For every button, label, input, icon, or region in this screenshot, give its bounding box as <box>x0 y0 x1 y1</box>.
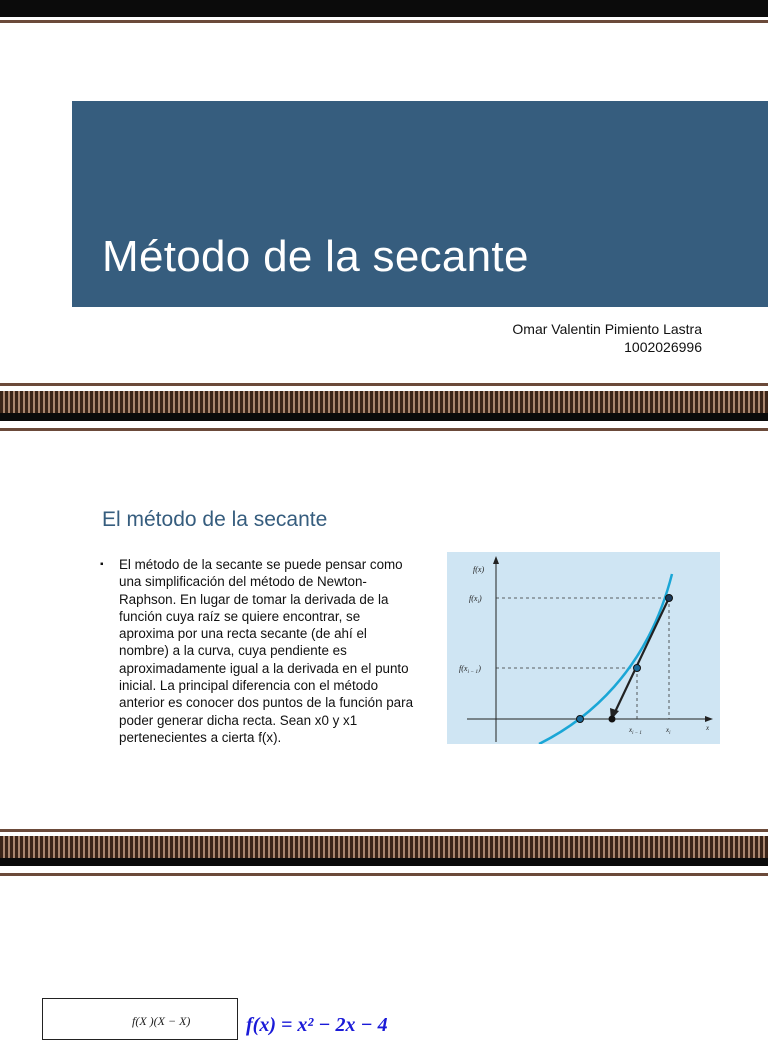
point-xi <box>666 595 673 602</box>
estimate-point <box>609 716 616 723</box>
label-xim1: $x_{i - 1}$ <box>629 726 642 736</box>
secant-diagram <box>447 552 720 744</box>
slide-title: Método de la secante <box>102 232 529 281</box>
point-xim1 <box>634 665 641 672</box>
secant-line <box>615 598 669 712</box>
bullet-paragraph <box>100 556 418 746</box>
formula-fragment: f(X )(X − X) <box>132 1014 191 1028</box>
label-fx: f(x) <box>473 565 485 574</box>
slide-separator <box>0 826 768 896</box>
y-axis-arrow <box>493 556 499 564</box>
bullet-marker: ▪ <box>100 559 104 570</box>
x-axis-arrow <box>705 716 713 722</box>
root-point <box>577 716 584 723</box>
secant-figure <box>447 552 720 744</box>
bullet-text: El método de la secante se puede pensar como una simplificación del método de Newton-Raphson. En lugar de tomar la derivada de la función cuya raíz se quiere encontrar, se aproxima por una recta secante (de ahí el nombre) a la curva, cuya pendiente es aproximadamente igual a la derivada en el punto inicial. La principal diferencia con el método anterior es conocer dos puntos de la función para poder generar dicha recta. Sean x0 y x1 pertenecientes a cierta f(x). <box>119 557 414 745</box>
function-text: f(x) = x² − 2x − 4 <box>246 1014 388 1036</box>
student-id: 1002026996 <box>624 339 702 355</box>
section-heading: El método de la secante <box>102 508 328 531</box>
author-block <box>512 320 702 356</box>
author-name: Omar Valentin Pimiento Lastra <box>512 321 702 337</box>
top-border <box>0 0 768 28</box>
label-xi: $x_i$ <box>666 726 671 736</box>
slide-separator <box>0 380 768 452</box>
label-fxi: $f(x_i)$ <box>469 594 482 605</box>
label-fxim1: $f(x_{i - 1})$ <box>459 664 481 675</box>
label-x: x <box>706 724 710 732</box>
